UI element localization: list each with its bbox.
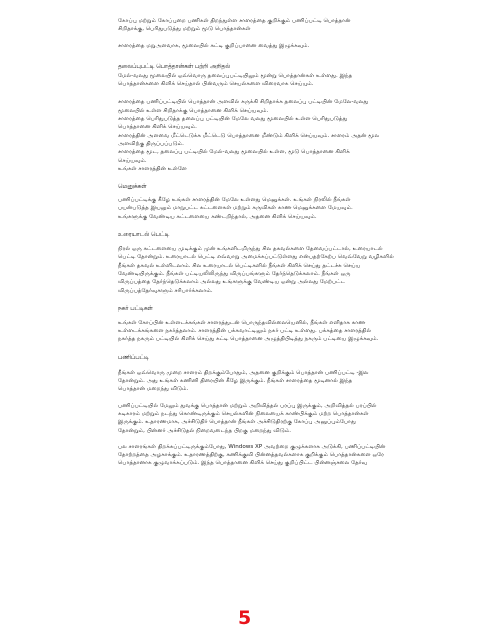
scrollbars-section bbox=[118, 305, 447, 344]
paragraph-line: வேண்டியிருக்கும். நீங்கள் பட்டியலிலிருந்து விருப்பங்களும் தேர்ந்தெடுக்கலாம். நீங்கள் ஒரு bbox=[118, 270, 351, 277]
paragraph-line: சாளரத்தை பணிப்பட்டியில் பொத்தான் அளவில் சுருக்கி சிறிதாக்க தலைப்பு பட்டியின் மேலே-வலது bbox=[118, 99, 369, 106]
paragraph-line: உங்கள் சாளரத்தின் உள்ளே bbox=[118, 165, 187, 172]
titlebar-buttons-section bbox=[118, 63, 447, 89]
paragraph-line: தோற்றத்தை அழகாக்கும். உதாரணத்திற்கு, கணிக்குவி பின்னத்தவல்களாக குறிக்கும் பொத்தான்களை ஒரே bbox=[118, 452, 385, 459]
section-heading: மெனுக்கள் bbox=[118, 184, 147, 191]
intro-line: சிறிதாக்கு, பெரிதுபடுத்து மற்றும் மூடு பொத்தான்கள் bbox=[118, 26, 251, 33]
paragraph-line: கடிகாரம் மற்றும் நடந்து கொண்டிருக்கும் செயல்களின் நிலையைக் காண்பிக்கும் மற்ற பொத்தான்கள் bbox=[118, 410, 369, 417]
paragraph-line: பொத்தான் மறைந்து விடும். bbox=[118, 386, 189, 393]
section-heading: உரையாடல் பெட்டி bbox=[118, 232, 170, 239]
paragraph-line: செய்யவும். bbox=[118, 157, 147, 164]
move-note: சாளரத்தை மறுஅளவாக, மூலையில் கட்டி குறிப்பானை வைத்து இழுக்கவும். bbox=[118, 42, 310, 49]
paragraph-line: பல சாளரங்கள் திறக்கப்பட்டிருக்கும்போது, Windows XP அவற்றை குழுக்களாக அடுக்கி, பணிப்பட்டியின் bbox=[118, 443, 386, 450]
dialog-box-section bbox=[118, 231, 447, 295]
paragraph-line: நீங்கள் ஒவ்வொரு முறை சாளரம் திறக்கும்போதும், அதனை குறிக்கும் பொத்தான் பணிப்பட்டி -இல bbox=[118, 369, 369, 376]
intro-line: கோப்பு மற்றும் கோப்புறை பணிகள் திறந்துள்ள சாளரத்தை குறிக்கும் பணிப்பட்டி பொத்தான் bbox=[118, 18, 351, 24]
paragraph-line: உள்ளடக்கங்களை நகர்த்தலாம். சாளரத்தின் பக்கவாட்டிலும் நகர் பட்டி உள்ளது. பக்கத்தை சாளரத்தில் bbox=[118, 328, 372, 335]
paragraph-line: விருப்பத்தை தேர்ந்தெடுக்கலாம் அல்லது உங்களுக்கு வேண்டிய ஒன்று அல்லது மேற்பட்ட bbox=[118, 279, 346, 286]
paragraph-line: சாளரத்தை மூட, தலைப்பு பட்டியில் மேல்-வலது மூலையில் உள்ள, மூடு பொத்தானை கிளிக் bbox=[118, 149, 350, 156]
paragraph-line: நிரல் ஒரு கட்டளையை முடிக்கும் முன் உங்களிடமிருந்து சில தகவல்களை தேவைப்பட்டால், உரையாடல் bbox=[118, 246, 383, 253]
paragraph-line: பெட்டி தோன்றும். உரையாடல் பெட்டி எவ்வாறு அமைக்கப்பட்டுள்ளது என்பதற்கேற்ப வெவ்வேறு வழிகளில் bbox=[118, 254, 394, 261]
menus-section bbox=[118, 183, 447, 221]
paragraph-line: மூலையில் உள்ள சிறிதாக்கு பொத்தானை கிளிக் செய்யவும். bbox=[118, 107, 269, 114]
paragraph-line: சாளரத்தின் அளவை மீட்டெடுக்க மீட்டெடு பொத்தானை மீண்டும் கிளிக் செய்யவும். சாளரம் அதன் மூல bbox=[118, 132, 380, 139]
intro-block bbox=[118, 17, 447, 34]
paragraph-line: இருக்கும். உதாரணமாக, அச்சிடுதிர் பொத்தான் நீங்கள் அச்சிடுதிரற்கு கோப்பு அனுப்பும்போது bbox=[118, 419, 356, 426]
paragraph-line: தோன்றும். அது உங்கள் கணினி திரையின் கீழே இருக்கும். நீங்கள் சாளரத்தை மூடினால் இந்த bbox=[118, 378, 353, 385]
section-heading: பணிப்பட்டி bbox=[118, 354, 149, 361]
paragraph-line: உங்களுக்கு வேண்டிய கட்டளையை கண்டறிந்தால், அதனை கிளிக் செய்யவும். bbox=[118, 213, 317, 220]
paragraph-line: பயன்படுத்த இயலும் மாறுபட்ட கட்டளைகள் மற்றும் கருவிகள் காண மெனுக்களை மேயவும். bbox=[118, 205, 353, 212]
section-heading: தலைப்புபட்டி பொத்தான்கள் பற்றி அறிதல் bbox=[118, 63, 231, 70]
paragraph-line: பணிப்பட்டிக்கு கீழே உங்கள் சாளரத்தின் மேலே உள்ளது மெனுக்கள். உங்கள் நிரலில் நீங்கள் bbox=[118, 197, 351, 204]
paragraph-line: நீங்கள் தகவல் உள்ளிடலாம். சில உரையாடல் பெட்டிகளில் நீங்கள் கிளிக் செய்து தட்டச்சு செய்ய bbox=[118, 262, 361, 269]
paragraph-line: சாளரத்தை பெரிதுபடுத்த தலைப்பு பட்டியின் மேலே வலது மூலையில் உள்ள பெரிதுபடுத்து bbox=[118, 116, 348, 123]
paragraph-line: பொத்தானை கிளிக் செய்யவும். bbox=[118, 124, 197, 131]
paragraph-line: உங்கள் கோப்பின் உள்ளடக்கங்கள் சாளரத்துடன் பொருந்தவில்லையெனில், நீங்கள் எளிதாக காண bbox=[118, 319, 366, 326]
paragraph-line: மேல்-வலது மூலையில் ஒவ்வொரு தலைப்புபட்டியிலும் மூன்று பொத்தான்கள் உள்ளது. இந்த bbox=[118, 72, 353, 79]
paragraph-line: தோன்றும், பின்னர் அச்சிடுதல் நிறைவடைந்த பிறகு மறைந்து விடும். bbox=[118, 427, 292, 434]
section-heading: நகர் பட்டிகள் bbox=[118, 305, 153, 312]
window-actions-list bbox=[118, 98, 447, 173]
paragraph-line: பொத்தான்களை கிளிக் செய்தால் பின்வரும் செயல்களை விரைவாக செய்யும். bbox=[118, 81, 314, 88]
page-number: 5 bbox=[238, 607, 252, 629]
paragraph-line: பொத்தானாக குழுவாக்கப்படும். இந்த பொத்தானை கிளிக் செய்து குறிப்பிட்ட பின்னஞ்சலை தேர்வு bbox=[118, 460, 368, 467]
paragraph-line: விருப்பத்தேர்வுகளும் சரிபார்க்கலாம். bbox=[118, 287, 213, 294]
paragraph-line: பணிப்பட்டியில் மேலும் துவக்கு பொத்தான் மற்றும் அறிவித்தல் பரப்பு இருக்கும், அறிவித்தல் பரப்பில் bbox=[118, 402, 377, 409]
taskbar-section bbox=[118, 354, 447, 468]
paragraph-line: அளவிற்கு திருப்பப்படும். bbox=[118, 140, 184, 147]
paragraph-line: நகர்த்த நகரும் பட்டியில் கிளிக் செய்து கட்டி பொத்தானை அழுத்திபிடித்து நகரும் பட்டியை இழுக்கவும். bbox=[118, 336, 379, 343]
